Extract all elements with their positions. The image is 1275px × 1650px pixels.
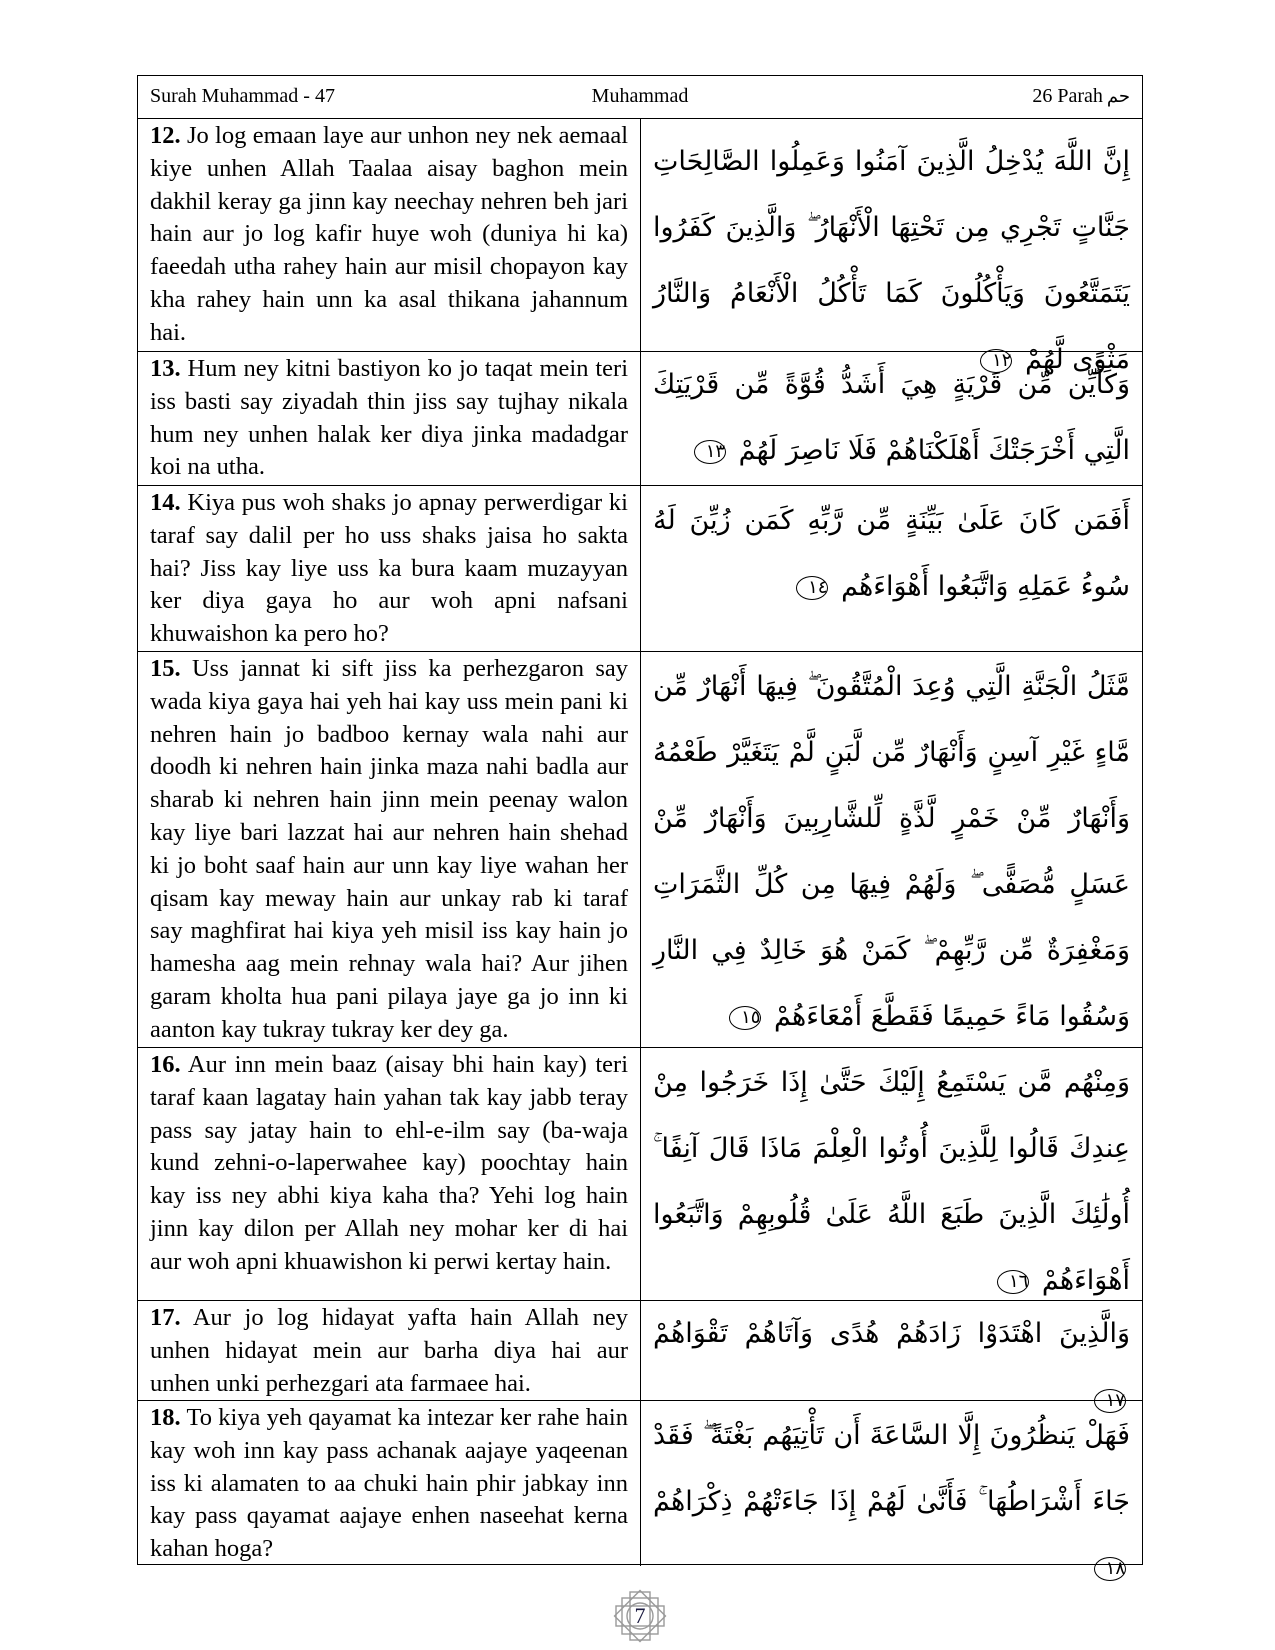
verse-number: 18. (150, 1404, 181, 1431)
translation-text: Kiya pus woh shaks jo apnay perwerdigar ki taraf say dalil per ho uss shaks jaisa ho sakta hai? Jiss kay liye uss ka bura kaam muzayyan ker diya gaya ho aur woh apni nafsani khuwaishon ka pero ho? (150, 489, 628, 648)
translation-text: Aur jo log hidayat yafta hain Allah ney unhen hidayat mein aur barha diya hai aur unhen unki perhezgari ata farmaee hai. (150, 1304, 628, 1397)
translation-text: To kiya yeh qayamat ka intezar ker rahe hain kay woh inn kay pass achanak aajaye yaqeenan iss ki alamaten to aa chuki hain phir jabkay inn kay pass qayamat aajaye enhen naseehat kerna kahan hoga? (150, 1404, 628, 1563)
arabic-cell (641, 652, 1142, 1047)
arabic-text: وَمِنْهُم مَّن يَسْتَمِعُ إِلَيْكَ حَتَّىٰ إِذَا خَرَجُوا مِنْ عِندِكَ قَالُوا لِلَّذِينَ أُوتُوا الْعِلْمَ مَاذَا قَالَ آنِفًا ۚ أُولَٰئِكَ الَّذِينَ طَبَعَ اللَّهُ عَلَىٰ قُلُوبِهِمْ وَاتَّبَعُوا أَهْوَاءَهُمْ (653, 1067, 1130, 1296)
arabic-text: فَهَلْ يَنظُرُونَ إِلَّا السَّاعَةَ أَن تَأْتِيَهُم بَغْتَةً ۖ فَقَدْ جَاءَ أَشْرَاطُهَا ۚ فَأَنَّىٰ لَهُمْ إِذَا جَاءَتْهُمْ ذِكْرَاهُمْ (653, 1420, 1130, 1517)
page-header (138, 76, 1142, 119)
page-number-badge (612, 1588, 668, 1644)
arabic-cell (641, 1048, 1142, 1300)
parah-number: 26 Parah (1032, 85, 1103, 107)
arabic-text: مَّثَلُ الْجَنَّةِ الَّتِي وُعِدَ الْمُتَّقُونَ ۖ فِيهَا أَنْهَارٌ مِّن مَّاءٍ غَيْرِ آسِنٍ وَأَنْهَارٌ مِّن لَّبَنٍ لَّمْ يَتَغَيَّرْ طَعْمُهُ وَأَنْهَارٌ مِّنْ خَمْرٍ لَّذَّةٍ لِّلشَّارِبِينَ وَأَنْهَارٌ مِّنْ عَسَلٍ مُّصَفًّى ۖ وَلَهُمْ فِيهَا مِن كُلِّ الثَّمَرَاتِ وَمَغْفِرَةٌ مِّن رَّبِّهِمْ ۖ كَمَنْ هُوَ خَالِدٌ فِي النَّارِ وَسُقُوا مَاءً حَمِيمًا فَقَطَّعَ أَمْعَاءَهُمْ (653, 671, 1130, 1032)
verse-row (138, 652, 1142, 1048)
verse-number: 14. (150, 489, 181, 516)
arabic-cell (641, 1301, 1142, 1411)
verse-row (138, 486, 1142, 652)
ayah-end-marker: ١٦ (997, 1270, 1029, 1294)
ayah-end-marker: ١٢ (980, 349, 1012, 373)
translation-cell (138, 486, 641, 651)
arabic-text: وَالَّذِينَ اهْتَدَوْا زَادَهُمْ هُدًى وَآتَاهُمْ تَقْوَاهُمْ (653, 1318, 1130, 1349)
verse-table (137, 75, 1143, 1579)
translation-cell (138, 1048, 641, 1300)
verse-number: 13. (150, 355, 181, 382)
parah-arabic-name: حم (1106, 86, 1130, 107)
arabic-cell (641, 119, 1142, 375)
verse-row (138, 352, 1142, 486)
translation-text: Uss jannat ki sift jiss ka perhezgaron say wada kiya gaya hai yeh hai kay uss mein pani ki nehren hain jo badboo kernay wala nahi aur doodh ki nehren hain jinka maza nahi badla aur sharab ki nehren hain jinn mein peenay walon kay liye bari lazzat hai aur nehren hain shehad ki jo boht saaf hain aur unn kay liye wahan her qisam kay meway hain aur unkay rab ki taraf say maghfirat hai kiya yeh misil iss kay hain jo hamesha aag mein rehnay wala hai? Aur jihen garam kholta hua pani pilaya jaye ga jo inn ki aanton kay tukray tukray ker dey ga. (150, 655, 628, 1043)
translation-text: Aur inn mein baaz (aisay bhi hain kay) teri taraf kaan lagatay hain yahan tak kay jabb teray pass say jatay hain to ehl-e-ilm say (ba-waja kund zehni-o-laperwahee kay) poochtay hain kay iss ney abhi kiya kaha tha? Yehi log hain jinn kay dilon per Allah ney mohar ker di hai aur woh apni khuawishon ki perwi kertay hain. (150, 1051, 629, 1275)
translation-cell (138, 119, 641, 351)
translation-cell (138, 1301, 641, 1400)
verse-number: 16. (150, 1051, 181, 1078)
verse-row (138, 1048, 1142, 1301)
translation-cell (138, 652, 641, 1047)
translation-text: Hum ney kitni bastiyon ko jo taqat mein teri iss basti say ziyadah thin jiss say tujhay nikala hum ney unhen halak ker diya jinka madadgar koi na utha. (150, 355, 629, 481)
ayah-end-marker: ١٣ (694, 440, 726, 464)
arabic-text: وَكَأَيِّن مِّن قَرْيَةٍ هِيَ أَشَدُّ قُوَّةً مِّن قَرْيَتِكَ الَّتِي أَخْرَجَتْكَ أَهْلَكْنَاهُمْ فَلَا نَاصِرَ لَهُمْ (653, 369, 1130, 466)
verse-row (138, 1401, 1142, 1579)
arabic-text: إِنَّ اللَّهَ يُدْخِلُ الَّذِينَ آمَنُوا وَعَمِلُوا الصَّالِحَاتِ جَنَّاتٍ تَجْرِي مِن تَحْتِهَا الْأَنْهَارُ ۖ وَالَّذِينَ كَفَرُوا يَتَمَتَّعُونَ وَيَأْكُلُونَ كَمَا تَأْكُلُ الْأَنْعَامُ وَالنَّارُ مَثْوًى لَّهُمْ (653, 146, 1130, 375)
parah-label (1032, 85, 1130, 108)
verse-number: 15. (150, 655, 181, 682)
arabic-text: أَفَمَن كَانَ عَلَىٰ بَيِّنَةٍ مِّن رَّبِّهِ كَمَن زُيِّنَ لَهُ سُوءُ عَمَلِهِ وَاتَّبَعُوا أَهْوَاءَهُم (653, 505, 1130, 602)
translation-cell (138, 1401, 641, 1566)
ayah-end-marker: ١٧ (1094, 1389, 1126, 1413)
ayah-end-marker: ١٨ (1094, 1557, 1126, 1581)
arabic-cell (641, 486, 1142, 651)
verse-number: 12. (150, 122, 181, 149)
arabic-cell (641, 352, 1142, 485)
verse-row (138, 1301, 1142, 1411)
surah-title: Surah Muhammad - 47 (150, 85, 335, 107)
translation-cell (138, 352, 641, 485)
ayah-end-marker: ١٥ (729, 1006, 761, 1030)
translation-text: Jo log emaan laye aur unhon ney nek aemaal kiye unhen Allah Taalaa aisay baghon mein dakhil keray ga jinn kay neechay nehren beh jari hain aur jo log kafir huye woh (duniya hi ka) faeedah utha rahey hain aur misil chopayon kay kha rahey hain unn ka asal thikana jahannum hai. (150, 122, 629, 346)
verse-number: 17. (150, 1304, 181, 1331)
page-number: 7 (634, 1603, 646, 1628)
surah-name: Muhammad (591, 85, 689, 107)
arabic-cell (641, 1401, 1142, 1579)
ayah-end-marker: ١٤ (796, 576, 828, 600)
